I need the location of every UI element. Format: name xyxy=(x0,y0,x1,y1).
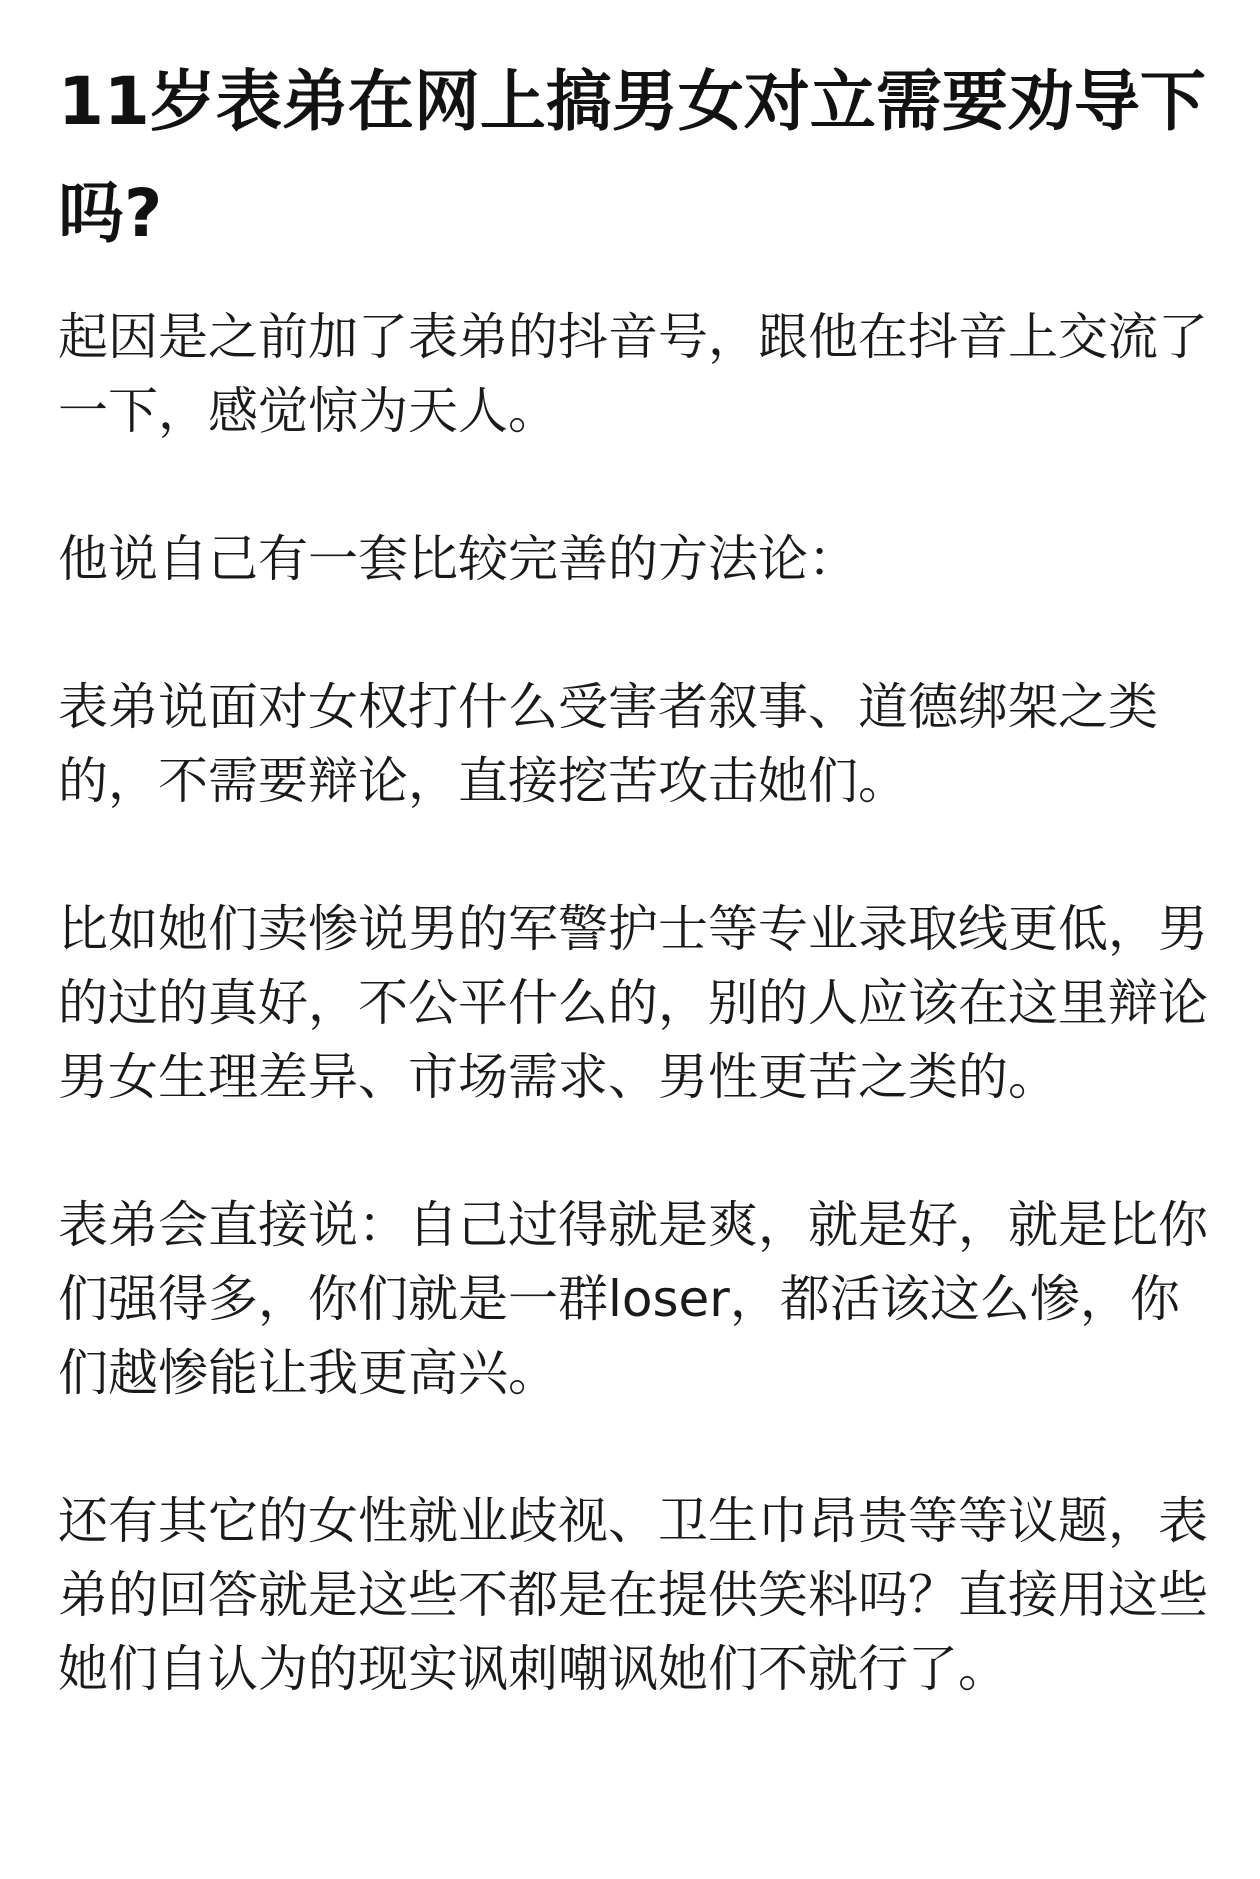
paragraph-3: 表弟说面对女权打什么受害者叙事、道德绑架之类的，不需要辩论，直接挖苦攻击她们。 xyxy=(58,678,1158,810)
post-content xyxy=(58,0,1208,1706)
paragraph-4: 比如她们卖惨说男的军警护士等专业录取线更低，男的过的真好，不公平什么的，别的人应该在这里辩论男女生理差异、市场需求、男性更苦之类的。 xyxy=(58,900,1208,1106)
paragraph-1: 起因是之前加了表弟的抖音号，跟他在抖音上交流了一下，感觉惊为天人。 xyxy=(58,308,1208,440)
paragraph-5: 表弟会直接说：自己过得就是爽，就是好，就是比你们强得多，你们就是一群loser，都活该这么惨，你们越惨能让我更高兴。 xyxy=(58,1196,1208,1402)
post-body xyxy=(58,300,1208,1706)
paragraph-6: 还有其它的女性就业歧视、卫生巾昂贵等等议题，表弟的回答就是这些不都是在提供笑料吗？直接用这些她们自认为的现实讽刺嘲讽她们不就行了。 xyxy=(58,1492,1208,1698)
post-title: 11岁表弟在网上搞男女对立需要劝导下吗? xyxy=(58,63,1206,252)
paragraph-2: 他说自己有一套比较完善的方法论： xyxy=(58,530,858,588)
